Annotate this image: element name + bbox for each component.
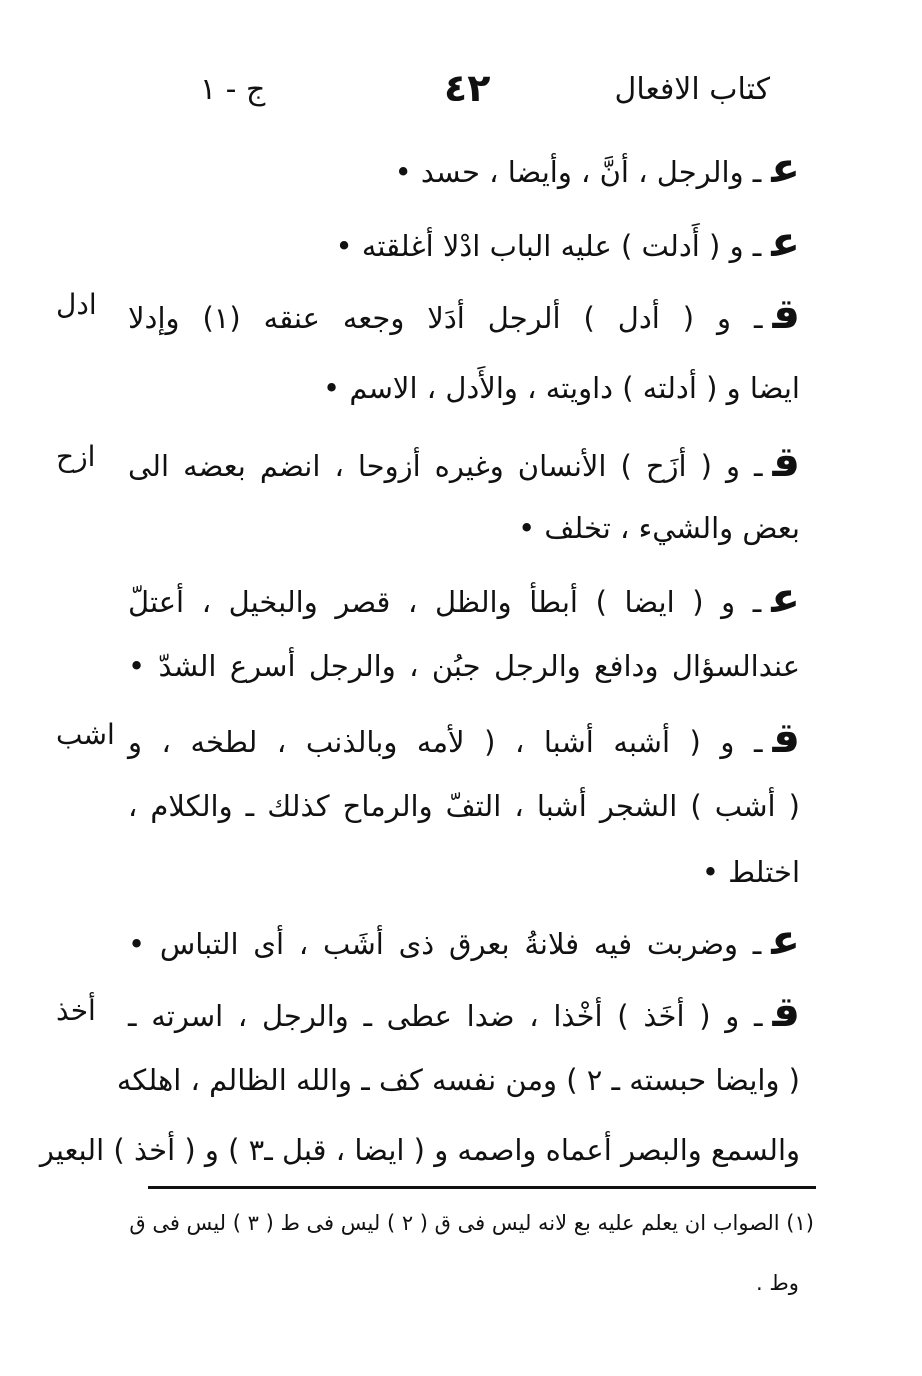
entry-text: ايضا و ( أدلته ) داويته ، والأَدل ، الاسم • — [323, 371, 800, 405]
entry-text: والسمع والبصر أعماه واصمه و ( ايضا ، قبل ـ٣ ) و ( أخذ ) البعير — [39, 1133, 800, 1167]
page-number: ٤٢ — [444, 66, 491, 110]
side-word-ashb: اشب — [56, 718, 115, 751]
side-word-adl: ادل — [56, 288, 97, 321]
footnote-line: (١) الصواب ان يعلم عليه بع لانه ليس فى ق ( ٢ ) ليس فى ط ( ٣ ) ليس فى ق — [129, 1211, 814, 1235]
entry-mark: ق — [772, 713, 800, 762]
entry-text: ـ و ( أزَح ) الأنسان وغيره أزوحا ، انضم بعضه الى — [128, 449, 763, 483]
entry-line — [702, 852, 800, 892]
entry-line — [335, 217, 800, 266]
entry-text: ـ و ( أشبه أشبا ، ( لأمه وبالذنب ، لطخه ، و — [128, 725, 763, 759]
entry-line — [128, 437, 800, 486]
entry-text: اختلط • — [701, 855, 800, 889]
entry-line — [128, 915, 800, 964]
entry-line — [39, 1130, 800, 1170]
entry-line — [128, 713, 800, 762]
entry-text: بعض والشيء ، تخلف • — [518, 511, 800, 545]
entry-mark: ع — [771, 573, 800, 622]
entry-mark: ع — [771, 915, 800, 964]
entry-mark: ع — [771, 143, 800, 192]
entry-line — [128, 289, 801, 338]
entry-text: ـ وضربت فيه فلانةُ بعرق ذى أشَب ، أى التباس • — [128, 927, 762, 961]
entry-line — [518, 508, 800, 548]
entry-line — [128, 987, 800, 1036]
entry-text: ـ و ( ايضا ) أبطأ والظل ، قصر والبخيل ، أعتلّ — [128, 585, 762, 619]
entry-line — [323, 368, 800, 408]
entry-mark: ق — [772, 437, 800, 486]
entry-line — [116, 1060, 800, 1100]
entry-line — [128, 646, 800, 686]
book-title: كتاب الافعال — [614, 72, 770, 107]
entry-text: ـ و ( أدل ) ألرجل أدَلا وجعه عنقه (١) وإدلا — [128, 301, 763, 335]
side-word-akhdh: أخذ — [56, 994, 96, 1027]
entry-text: ( وايضا حبسته ـ ٢ ) ومن نفسه كف ـ والله الظالم ، اهلكه — [116, 1063, 800, 1097]
entry-mark: ع — [771, 217, 800, 266]
volume-label: ج - ١ — [200, 72, 266, 107]
entry-line — [128, 786, 800, 826]
entry-text: عندالسؤال ودافع والرجل جبُن ، والرجل أسرع الشدّ • — [128, 649, 800, 683]
side-word-azh: ازح — [56, 440, 96, 473]
entry-text: ـ والرجل ، أنَّ ، وأيضا ، حسد • — [394, 155, 762, 189]
entry-mark: ق — [772, 987, 800, 1036]
entry-text: ـ و ( أخَذ ) أخْذا ، ضدا عطى ـ والرجل ، اسرته ـ — [128, 999, 763, 1033]
entry-line — [394, 143, 800, 192]
footnote-line: وط . — [756, 1271, 799, 1295]
entry-line — [128, 573, 800, 622]
entry-mark: ق — [772, 289, 801, 338]
entry-text: ـ و ( أَدلت ) عليه الباب ادْلا أغلقته • — [335, 229, 762, 263]
footnote-divider — [148, 1186, 816, 1189]
entry-text: ( أشب ) الشجر أشبا ، التفّ والرماح كذلك ـ والكلام ، — [128, 789, 800, 823]
